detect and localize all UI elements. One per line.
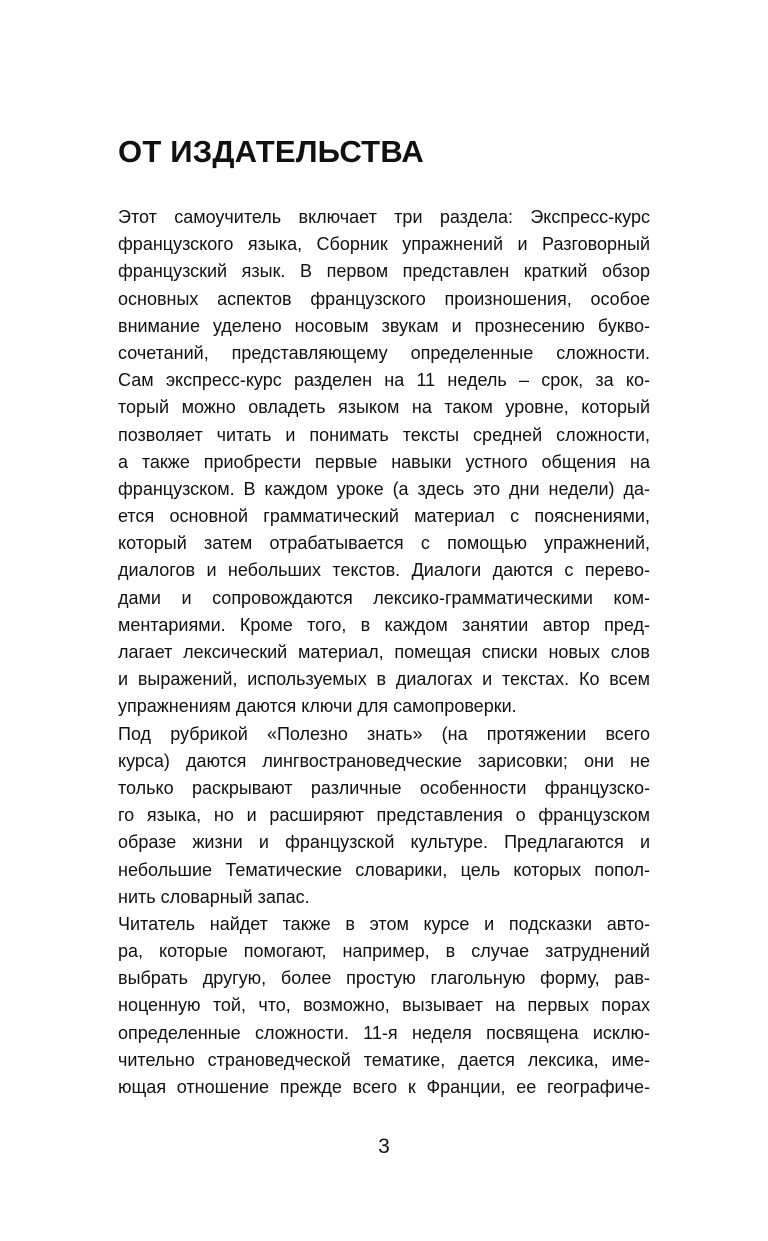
text-line: Под рубрикой «Полезно знать» (на протяжении всего — [118, 723, 650, 744]
text-line: Сам экспресс-курс разделен на 11 недель – срок, за ко- — [118, 370, 650, 391]
text-line: диалогов и небольших текстов. Диалоги даются с перево- — [118, 560, 650, 581]
text-line: ра, которые помогают, например, в случае затруднений — [118, 941, 650, 962]
text-line: выбрать другую, более простую глагольную форму, рав- — [118, 968, 650, 989]
chapter-title: ОТ ИЗДАТЕЛЬСТВА — [118, 134, 424, 169]
text-line: торый можно овладеть языком на таком уровне, который — [118, 397, 650, 418]
text-line: основных аспектов французского произношения, особое — [118, 288, 650, 309]
text-line: дами и сопровождаются лексико-грамматическими ком- — [118, 587, 650, 608]
text-line: небольшие Тематические словарики, цель которых попол- — [118, 859, 650, 880]
text-line: го языка, но и расширяют представления о французском — [118, 805, 650, 826]
text-line: сочетаний, представляющему определенные сложности. — [118, 342, 650, 363]
page-number: 3 — [378, 1135, 390, 1158]
text-line: только раскрывают различные особенности французско- — [118, 777, 650, 798]
text-line: курса) даются лингвострановедческие зарисовки; они не — [118, 750, 650, 771]
text-line: ментариями. Кроме того, в каждом занятии автор пред- — [118, 614, 650, 635]
text-line: внимание уделено носовым звукам и прознесению букво- — [118, 315, 650, 336]
text-line: определенные сложности. 11-я неделя посвящена исклю- — [118, 1022, 650, 1043]
text-line: Читатель найдет также в этом курсе и подсказки авто- — [118, 913, 650, 934]
text-line: а также приобрести первые навыки устного общения на — [118, 451, 650, 472]
text-line: который затем отрабатывается с помощью упражнений, — [118, 533, 650, 554]
text-line: упражнениям даются ключи для самопроверки. — [118, 696, 517, 717]
text-line: и выражений, используемых в диалогах и текстах. Ко всем — [118, 669, 650, 690]
paragraph — [118, 911, 650, 1101]
text-line: ется основной грамматический материал с пояснениями, — [118, 506, 650, 527]
paragraph — [118, 721, 650, 911]
text-line: лагает лексический материал, помещая списки новых слов — [118, 642, 650, 662]
text-line: Этот самоучитель включает три раздела: Экспресс-курс — [118, 207, 650, 227]
text-line: французского языка, Сборник упражнений и Разговорный — [118, 234, 650, 255]
text-line: ноценную той, что, возможно, вызывает на первых порах — [118, 995, 650, 1016]
text-line: чительно страноведческой тематике, дается лексика, име- — [118, 1049, 650, 1070]
paragraph — [118, 204, 650, 721]
text-line: нить словарный запас. — [118, 886, 310, 907]
text-line: позволяет читать и понимать тексты средней сложности, — [118, 424, 650, 445]
text-line: образе жизни и французской культуре. Предлагаются и — [118, 832, 650, 853]
text-line: французском. В каждом уроке (а здесь это дни недели) да- — [118, 478, 650, 499]
body-text — [118, 204, 650, 1101]
text-line: французский язык. В первом представлен краткий обзор — [118, 261, 650, 282]
text-line: ющая отношение прежде всего к Франции, ее географиче- — [118, 1077, 650, 1097]
